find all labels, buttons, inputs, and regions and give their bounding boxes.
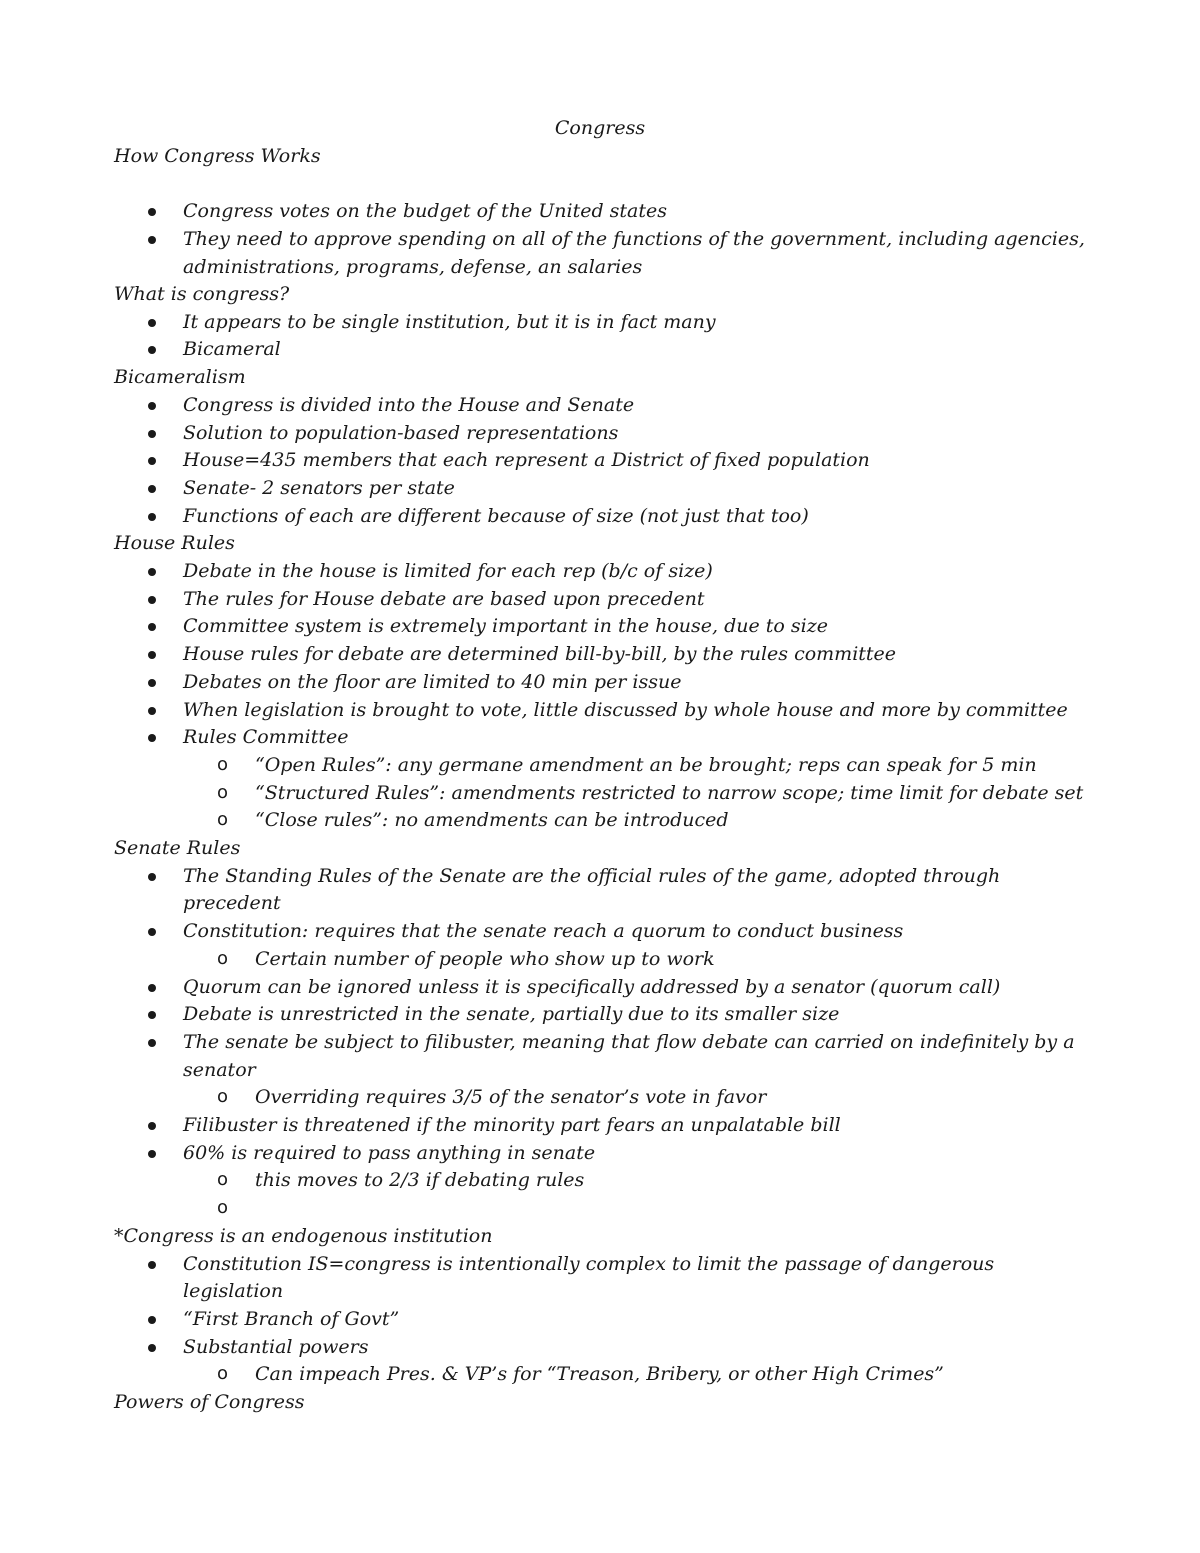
section-heading: What is congress? — [114, 283, 290, 305]
section-heading: Bicameralism — [114, 366, 246, 389]
list-item: Debate is unrestricted in the senate, partially due to its smaller size — [183, 1003, 840, 1026]
list-item: Congress is divided into the House and Senate — [183, 393, 635, 416]
list-item: Functions of each are different because of size (not just that too) — [183, 504, 809, 527]
section-heading: Senate Rules — [114, 837, 241, 859]
sub-bullet-icon: o — [217, 781, 229, 803]
list-item: The rules for House debate are based upon precedent — [183, 587, 705, 610]
bullet-icon — [148, 1150, 156, 1158]
bullet-icon — [148, 651, 156, 659]
bullet-icon — [148, 208, 156, 216]
sub-bullet-icon: o — [217, 809, 229, 831]
bullet-icon — [148, 734, 156, 742]
page-title: Congress — [554, 117, 646, 139]
bullet-icon — [148, 1122, 156, 1130]
list-item: Substantial powers — [183, 1335, 369, 1358]
list-item: They need to approve spending on all of the functions of the government, including agencies, — [183, 228, 1085, 251]
bullet-icon — [148, 984, 156, 992]
bullet-icon — [148, 1316, 156, 1324]
list-item: The senate be subject to filibuster, meaning that flow debate can carried on indefinitely by a — [183, 1030, 1075, 1053]
list-item: Constitution IS=congress is intentionally complex to limit the passage of dangerous — [183, 1252, 995, 1275]
bullet-icon — [148, 430, 156, 438]
bullet-icon — [148, 623, 156, 631]
bullet-icon — [148, 1344, 156, 1352]
bullet-icon — [148, 568, 156, 576]
list-item: Constitution: requires that the senate reach a quorum to conduct business — [183, 920, 904, 943]
list-item: Quorum can be ignored unless it is specifically addressed by a senator (quorum call) — [183, 975, 1001, 998]
list-item: The Standing Rules of the Senate are the official rules of the game, adopted through — [183, 864, 1001, 887]
bullet-icon — [148, 236, 156, 244]
list-item: Committee system is extremely important in the house, due to size — [183, 615, 828, 638]
bullet-icon — [148, 319, 156, 327]
sub-list-item: Overriding requires 3/5 of the senator’s vote in favor — [255, 1086, 767, 1109]
sub-bullet-icon: o — [217, 1197, 229, 1219]
sub-list-item: “Structured Rules”: amendments restricted to narrow scope; time limit for debate set — [255, 781, 1084, 804]
section-heading: *Congress is an endogenous institution — [114, 1224, 493, 1247]
list-item: Congress votes on the budget of the United states — [183, 200, 668, 223]
list-item: Rules Committee — [183, 726, 349, 749]
bullet-icon — [148, 707, 156, 715]
bullet-icon — [148, 928, 156, 936]
list-item: Senate- 2 senators per state — [183, 476, 455, 499]
sub-list-item: Certain number of people who show up to work — [255, 947, 715, 970]
section-heading: How Congress Works — [114, 145, 321, 167]
list-item-continuation: legislation — [183, 1280, 284, 1303]
list-item: Bicameral — [183, 338, 281, 361]
sub-bullet-icon: o — [217, 753, 229, 775]
sub-bullet-icon: o — [217, 1363, 229, 1385]
bullet-icon — [148, 596, 156, 604]
sub-bullet-icon: o — [217, 1169, 229, 1191]
list-item-continuation: administrations, programs, defense, an salaries — [183, 255, 643, 278]
bullet-icon — [148, 1039, 156, 1047]
list-item: House=435 members that each represent a District of fixed population — [183, 449, 870, 472]
list-item: 60% is required to pass anything in senate — [183, 1141, 596, 1164]
bullet-icon — [148, 679, 156, 687]
list-item: Solution to population-based representations — [183, 421, 619, 444]
bullet-icon — [148, 873, 156, 881]
sub-list-item: Can impeach Pres. & VP’s for “Treason, Bribery, or other High Crimes” — [255, 1363, 944, 1386]
list-item: Debates on the floor are limited to 40 min per issue — [183, 670, 682, 693]
list-item: It appears to be single institution, but it is in fact many — [183, 310, 716, 333]
sub-bullet-icon: o — [217, 1086, 229, 1108]
section-heading: Powers of Congress — [114, 1391, 305, 1413]
bullet-icon — [148, 485, 156, 493]
list-item: Filibuster is threatened if the minority part fears an unpalatable bill — [183, 1114, 841, 1136]
list-item: When legislation is brought to vote, little discussed by whole house and more by committee — [183, 698, 1068, 721]
section-heading: House Rules — [114, 532, 235, 555]
list-item-continuation: precedent — [183, 892, 281, 915]
bullet-icon — [148, 346, 156, 354]
list-item: House rules for debate are determined bill-by-bill, by the rules committee — [183, 643, 897, 666]
sub-list-item: “Close rules”: no amendments can be introduced — [255, 809, 729, 832]
sub-bullet-icon: o — [217, 947, 229, 969]
list-item: “First Branch of Govt” — [183, 1307, 400, 1330]
list-item: Debate in the house is limited for each rep (b/c of size) — [183, 560, 713, 582]
bullet-icon — [148, 1261, 156, 1269]
bullet-icon — [148, 457, 156, 465]
bullet-icon — [148, 402, 156, 410]
bullet-icon — [148, 1011, 156, 1019]
list-item-continuation: senator — [183, 1058, 256, 1081]
sub-list-item: “Open Rules”: any germane amendment an be brought; reps can speak for 5 min — [255, 753, 1037, 776]
bullet-icon — [148, 513, 156, 521]
sub-list-item: this moves to 2/3 if debating rules — [255, 1169, 585, 1192]
